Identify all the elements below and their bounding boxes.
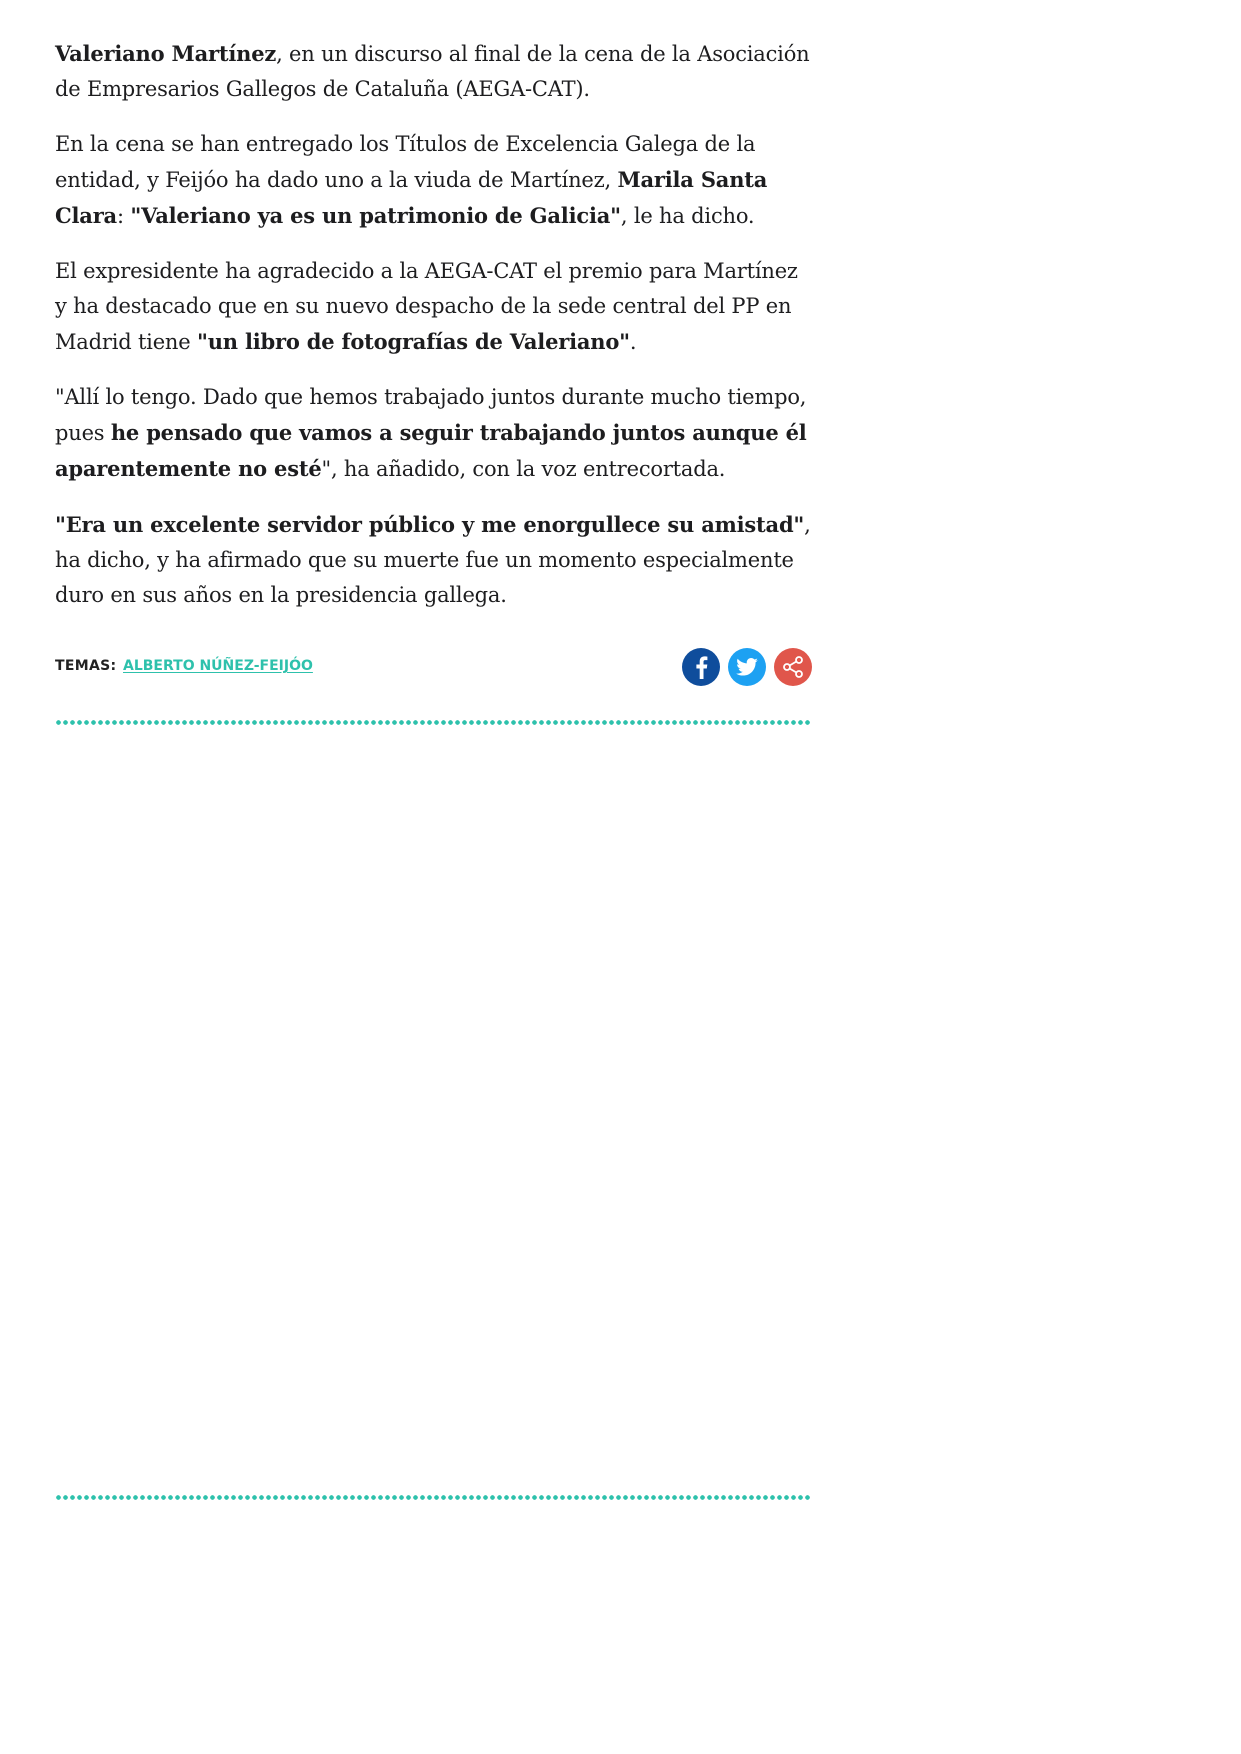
tag-link-alberto-nunez-feijoo[interactable]: ALBERTO NÚÑEZ-FEIJÓO [123,658,313,674]
bold-text: Valeriano Martínez [55,41,277,66]
tags-row [55,648,812,688]
bold-text: he pensado que vamos a seguir trabajando juntos aunque él aparentemente no esté [55,420,807,481]
dotted-divider-top [55,720,812,725]
dotted-divider-bottom [55,1495,812,1500]
facebook-share-button[interactable] [682,648,720,686]
twitter-icon [736,658,758,676]
bold-quote: "Era un excelente servidor público y me enorgullece su amistad" [55,512,805,537]
paragraph-text: El expresidente ha agradecido a la AEGA-CAT el premio para Martínez y ha destacado que en su nuevo despacho de la sede central del PP en Madrid tiene [55,259,798,354]
paragraph-text: : [116,204,131,228]
paragraph-text: ", ha añadido, con la voz entrecortada. [321,457,726,481]
share-icon [781,655,805,679]
bold-quote: "un libro de fotografías de Valeriano" [196,329,630,354]
paragraph-text: . [629,330,637,354]
article-body [55,36,815,633]
paragraph-text: , ha dicho, y ha afirmado que su muerte fue un momento especialmente duro en sus años en la presidencia gallega. [55,513,811,607]
paragraph-text: En la cena se han entregado los Títulos de Excelencia Galega de la entidad, y Feijóo ha dado uno a la viuda de Martínez, [55,132,756,192]
twitter-share-button[interactable] [728,648,766,686]
paragraph-2 [55,127,815,234]
paragraph-text: , le ha dicho. [620,204,755,228]
bold-quote: "Valeriano ya es un patrimonio de Galicia" [130,203,621,228]
paragraph-4 [55,380,815,487]
facebook-icon [691,655,711,679]
paragraph-3 [55,254,815,360]
tags-label: TEMAS: [55,658,117,674]
paragraph-text: "Allí lo tengo. Dado que hemos trabajado juntos durante mucho tiempo, pues [55,385,807,445]
paragraph-1 [55,36,815,107]
paragraph-5 [55,507,815,613]
bold-text: Marila Santa Clara [55,167,768,228]
paragraph-text: , en un discurso al final de la cena de la Asociación de Empresarios Gallegos de Cataluña (AEGA-CAT). [55,42,810,101]
share-buttons [682,648,812,686]
ad-slot [55,735,812,1485]
generic-share-button[interactable] [774,648,812,686]
